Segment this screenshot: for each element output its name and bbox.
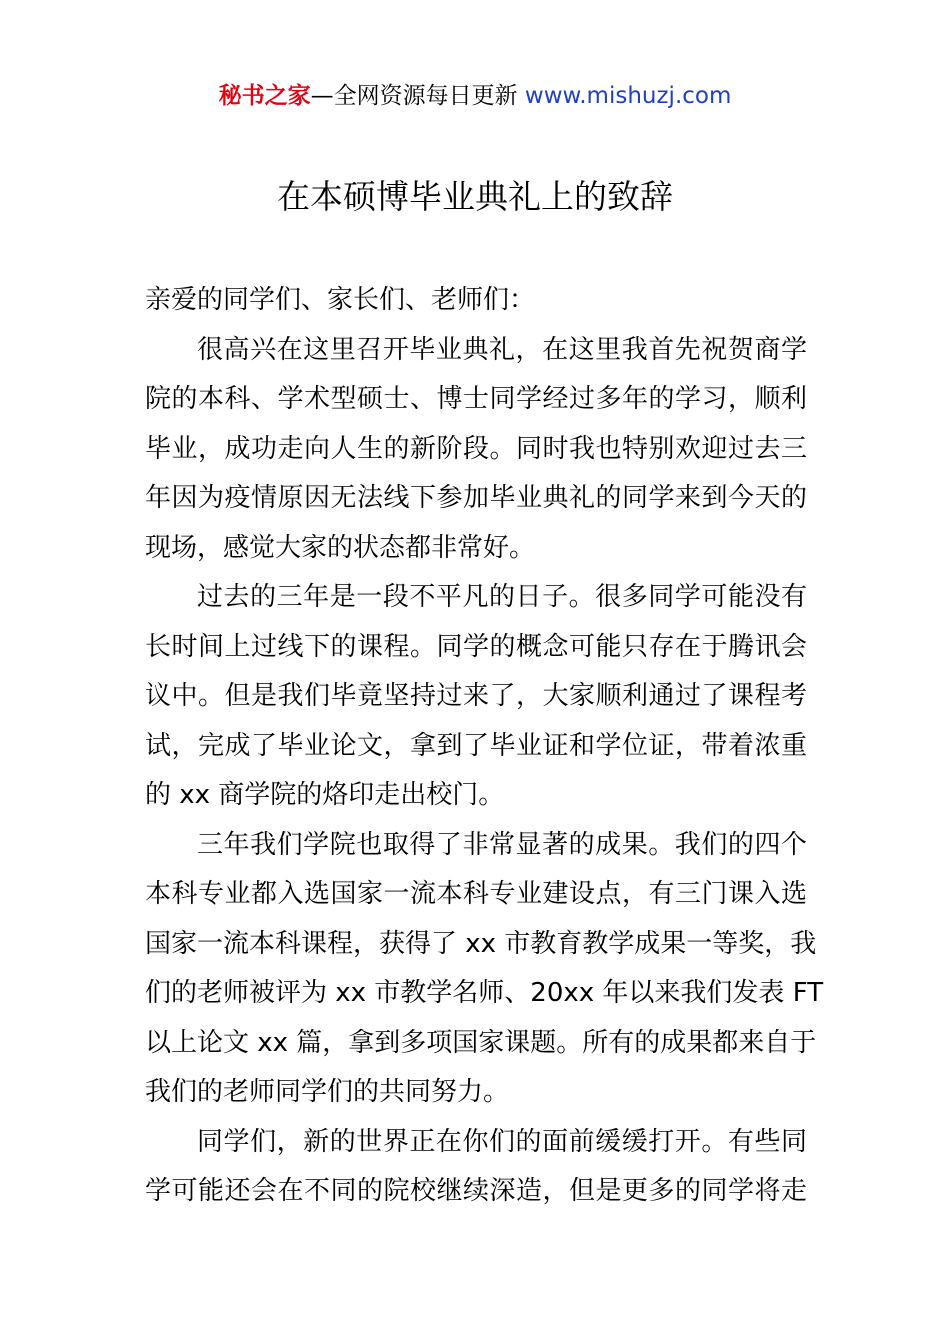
paragraph-line: 的 xx 商学院的烙印走出校门。 (145, 780, 505, 810)
paragraph-line: 现场，感觉大家的状态都非常好。 (145, 532, 536, 563)
paragraph-line: 三年我们学院也取得了非常显著的成果。我们的四个 (197, 829, 807, 860)
paragraph-line: 国家一流本科课程，获得了 xx 市教育教学成果一等奖，我 (145, 928, 817, 959)
header-tagline: —全网资源每日更新 (310, 83, 525, 109)
paragraph-line: 学可能还会在不同的院校继续深造，但是更多的同学将走 (145, 1176, 807, 1206)
document-body (145, 276, 824, 1217)
paragraph-line: 以上论文 xx 篇，拿到多项国家课题。所有的成果都来自于 (145, 1027, 817, 1058)
paragraph-line: 同学们，新的世界正在你们的面前缓缓打开。有些同 (197, 1126, 807, 1157)
paragraph-line: 毕业，成功走向人生的新阶段。同时我也特别欢迎过去三 (145, 433, 807, 464)
document-title: 在本硕博毕业典礼上的致辞 (277, 177, 673, 216)
site-url-link[interactable]: www.mishuzj.com (524, 83, 732, 109)
paragraph-line: 议中。但是我们毕竟坚持过来了，大家顺利通过了课程考 (145, 681, 807, 711)
paragraph-line: 过去的三年是一段不平凡的日子。很多同学可能没有 (197, 582, 807, 612)
salutation-line: 亲爱的同学们、家长们、老师们： (145, 285, 536, 315)
paragraph-line: 年因为疫情原因无法线下参加毕业典礼的同学来到今天的 (145, 483, 807, 513)
paragraph-line: 本科专业都入选国家一流本科专业建设点，有三门课入选 (145, 879, 807, 909)
paragraph-line: 我们的老师同学们的共同努力。 (145, 1077, 510, 1107)
paragraph-line: 长时间上过线下的课程。同学的概念可能只存在于腾讯会 (145, 631, 807, 662)
paragraph-line: 试，完成了毕业论文，拿到了毕业证和学位证，带着浓重 (145, 730, 807, 761)
paragraph-line: 们的老师被评为 xx 市教学名师、20xx 年以来我们发表 FT (145, 978, 824, 1008)
paragraph-line: 院的本科、学术型硕士、博士同学经过多年的学习，顺利 (145, 384, 807, 414)
paragraph-line: 很高兴在这里召开毕业典礼，在这里我首先祝贺商学 (197, 334, 807, 365)
site-header (0, 80, 950, 112)
brand-name: 秘书之家 (218, 83, 311, 109)
